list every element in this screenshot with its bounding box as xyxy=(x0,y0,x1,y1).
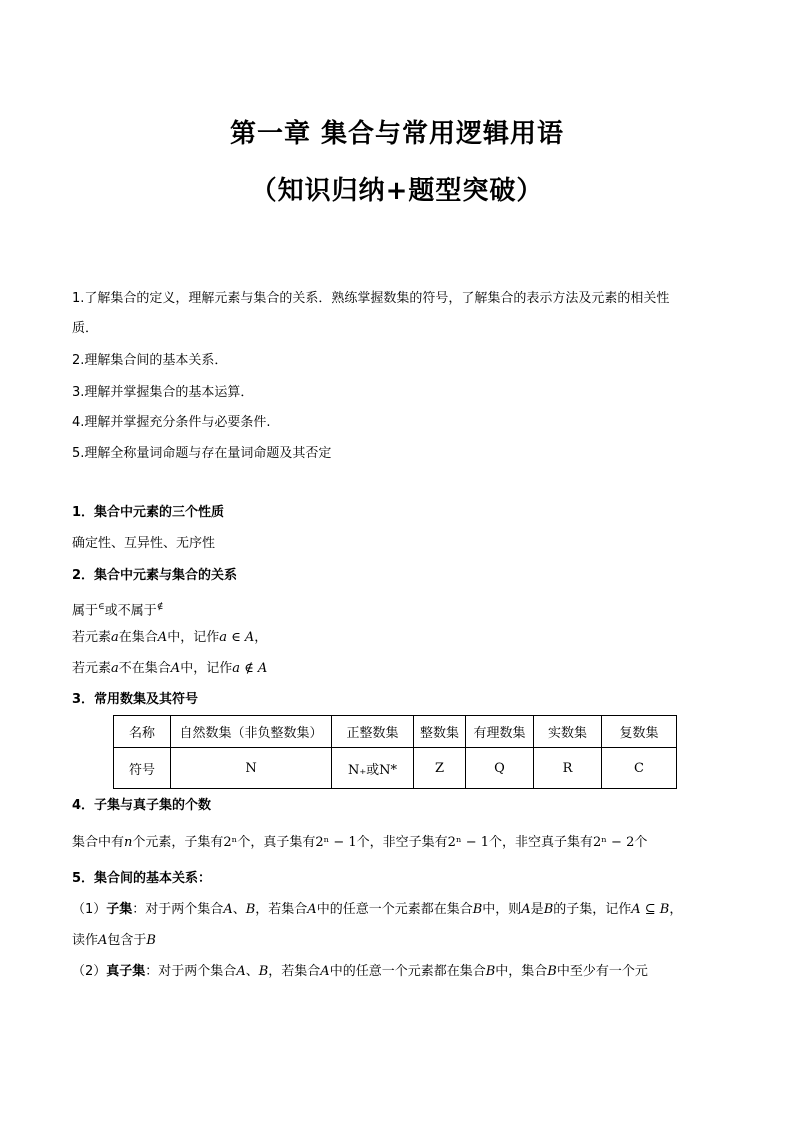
section-4-heading: 4．子集与真子集的个数 xyxy=(72,798,212,813)
section-2-heading: 2．集合中元素与集合的关系 xyxy=(72,568,238,583)
table-cell: 自然数集（非负整数集） xyxy=(171,716,332,748)
text: 在集合 xyxy=(118,630,158,645)
section-1-heading: 1．集合中元素的三个性质 xyxy=(72,505,225,520)
math-var: B xyxy=(485,964,496,979)
text: 中，集合 xyxy=(495,964,548,979)
math-var: a xyxy=(111,661,119,676)
section-5-line-1 xyxy=(72,901,682,919)
element-of-symbol: ∈ xyxy=(98,602,105,612)
math-expression: A ⊆ B xyxy=(631,902,670,917)
table-cell: N₊或N* xyxy=(332,748,414,789)
math-var: A xyxy=(223,902,233,917)
section-5-line-3 xyxy=(72,963,648,981)
section-1-body: 确定性、互异性、无序性 xyxy=(72,536,216,551)
objective-4: 4.理解并掌握充分条件与必要条件. xyxy=(72,415,271,430)
section-5-line-2 xyxy=(72,932,156,950)
section-2-line-1 xyxy=(72,598,163,620)
math-var: A xyxy=(98,933,108,948)
math-expression: 2ⁿ − 1 xyxy=(447,835,489,850)
table-cell: Z xyxy=(414,748,466,789)
section-4-body xyxy=(72,834,647,852)
text: 中，则 xyxy=(482,902,522,917)
text: 个，非空真子集有 xyxy=(489,835,594,850)
math-expression: 2ⁿ xyxy=(223,835,238,850)
math-var: A xyxy=(307,902,317,917)
text: （2） xyxy=(72,964,107,979)
text: 中的任意一个元素都在集合 xyxy=(329,964,486,979)
term: 真子集 xyxy=(106,964,146,979)
math-var: A xyxy=(157,630,168,645)
text: 个元素，子集有 xyxy=(132,835,224,850)
math-var: B xyxy=(547,964,557,979)
section-2-line-3 xyxy=(72,660,267,678)
document-subtitle: （知识归纳+题型突破） xyxy=(250,176,544,206)
text: 中，记作 xyxy=(167,630,220,645)
text: 、 xyxy=(245,964,259,979)
math-var: B xyxy=(472,902,483,917)
math-var: a xyxy=(111,630,119,645)
math-var: B xyxy=(146,933,156,948)
text: 若元素 xyxy=(72,630,112,645)
text: ，若集合 xyxy=(268,964,321,979)
text: 包含于 xyxy=(107,933,147,948)
math-expression: 2ⁿ − 1 xyxy=(315,835,357,850)
table-cell: 符号 xyxy=(114,748,171,789)
objective-3: 3.理解并掌握集合的基本运算． xyxy=(72,385,254,400)
text: ， xyxy=(669,902,683,917)
term: 子集 xyxy=(106,902,133,917)
table-cell: 正整数集 xyxy=(332,716,414,748)
math-var: A xyxy=(170,661,181,676)
table-cell: N xyxy=(171,748,332,789)
text: 中至少有一个元 xyxy=(556,964,648,979)
text: ， xyxy=(254,630,268,645)
math-var: A xyxy=(236,964,246,979)
text: （1） xyxy=(72,902,107,917)
table-header-row xyxy=(114,716,677,748)
text: ：对于两个集合 xyxy=(132,902,224,917)
text: ：对于两个集合 xyxy=(145,964,237,979)
text: 读作 xyxy=(72,933,99,948)
table-cell: R xyxy=(534,748,602,789)
text: 中，记作 xyxy=(180,661,233,676)
text: 、 xyxy=(232,902,246,917)
math-expression: 2ⁿ − 2 xyxy=(593,835,635,850)
math-var: B xyxy=(258,964,269,979)
objective-2: 2.理解集合间的基本关系． xyxy=(72,353,228,368)
text: 个，真子集有 xyxy=(237,835,316,850)
table-cell: Q xyxy=(466,748,534,789)
math-var: A xyxy=(521,902,531,917)
section-5-heading: 5．集合间的基本关系： xyxy=(72,871,212,886)
text: 的子集，记作 xyxy=(553,902,632,917)
math-expression: a ∉ A xyxy=(232,661,268,676)
text: 集合中有 xyxy=(72,835,125,850)
text: 个 xyxy=(634,835,648,850)
text: 或不属于 xyxy=(104,603,157,619)
objective-5: 5.理解全称量词命题与存在量词命题及其否定 xyxy=(72,446,332,461)
objective-1: 1.了解集合的定义，理解元素与集合的关系．熟练掌握数集的符号，了解集合的表示方法及元素的相关性 xyxy=(72,291,670,306)
document-title: 第一章 集合与常用逻辑用语 xyxy=(229,119,565,149)
math-var: A xyxy=(320,964,330,979)
table-cell: 整数集 xyxy=(414,716,466,748)
not-element-of-symbol: ∉ xyxy=(156,602,164,612)
table-cell: 名称 xyxy=(114,716,171,748)
section-2-line-2 xyxy=(72,629,267,647)
number-sets-table xyxy=(113,715,677,789)
text: 若元素 xyxy=(72,661,112,676)
objective-1-cont: 质． xyxy=(72,321,99,336)
text: 不在集合 xyxy=(118,661,171,676)
math-expression: a ∈ A xyxy=(219,630,255,645)
math-var: n xyxy=(124,835,133,850)
text: 个，非空子集有 xyxy=(356,835,448,850)
table-cell: 实数集 xyxy=(534,716,602,748)
section-3-heading: 3．常用数集及其符号 xyxy=(72,692,199,707)
text: 中的任意一个元素都在集合 xyxy=(316,902,473,917)
table-cell: C xyxy=(602,748,677,789)
text: 是 xyxy=(530,902,544,917)
table-row xyxy=(114,748,677,789)
math-var: B xyxy=(245,902,256,917)
math-var: B xyxy=(543,902,554,917)
table-cell: 复数集 xyxy=(602,716,677,748)
text: ，若集合 xyxy=(255,902,308,917)
text: 属于 xyxy=(72,603,99,619)
table-cell: 有理数集 xyxy=(466,716,534,748)
